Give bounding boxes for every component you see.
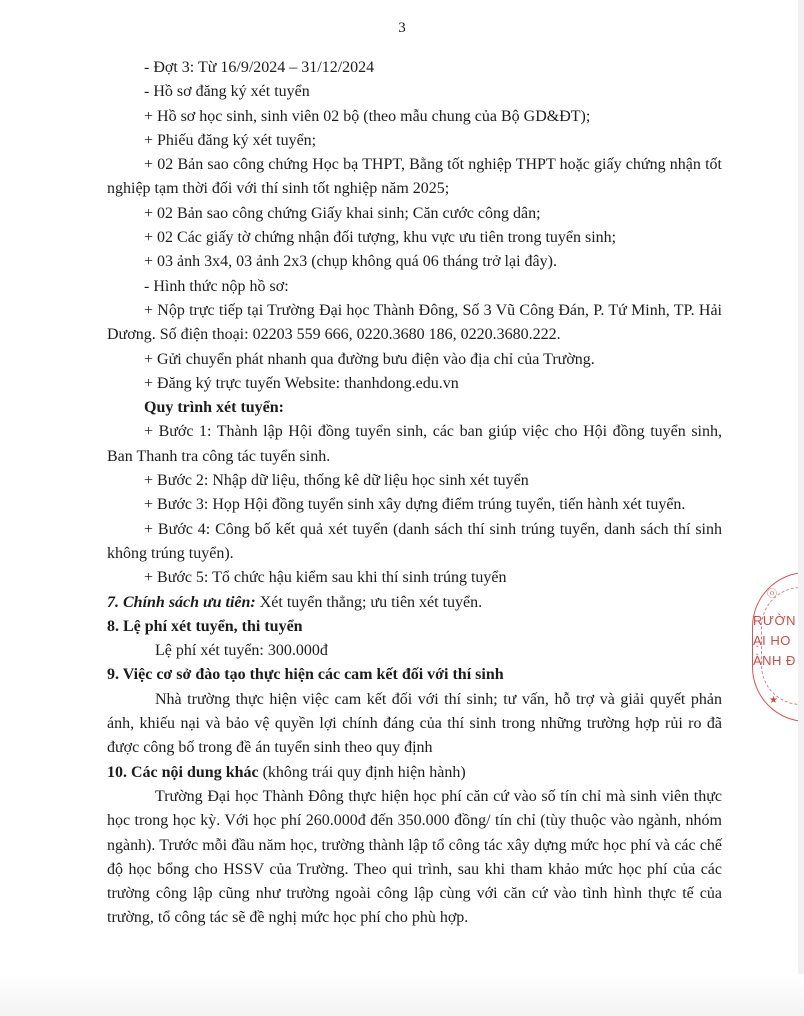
section-7-text: Xét tuyển thẳng; ưu tiên xét tuyển. — [255, 593, 483, 611]
section-10 — [107, 761, 722, 785]
section-10-note: (không trái quy định hiện hành) — [258, 763, 466, 781]
star-icon: ★ — [769, 695, 778, 706]
text-line: + 02 Các giấy tờ chứng nhận đối tượng, khu vực ưu tiên trong tuyển sinh; — [144, 229, 617, 247]
document-body — [107, 56, 722, 931]
text-paragraph: + Bước 4: Công bố kết quả xét tuyển (danh sách thí sinh trúng tuyển, danh sách thí sinh không trúng tuyển). — [107, 520, 722, 562]
text-paragraph: + Bước 1: Thành lập Hội đồng tuyển sinh, các ban giúp việc cho Hội đồng tuyển sinh, Ban Thanh tra công tác tuyển sinh. — [107, 423, 722, 465]
text-paragraph: + 02 Bản sao công chứng Học bạ THPT, Bằng tốt nghiệp THPT hoặc giấy chứng nhận tốt nghiệp tạm thời đối với thí sinh tốt nghiệp năm 2025; — [107, 156, 722, 198]
section-7 — [107, 591, 722, 615]
text-line: - Đợt 3: Từ 16/9/2024 – 31/12/2024 — [144, 59, 375, 76]
page-edge — [798, 0, 804, 1016]
page-bottom-shadow — [0, 974, 804, 1016]
text-line: + Bước 2: Nhập dữ liệu, thống kê dữ liệu học sinh xét tuyển — [144, 472, 529, 490]
section-7-title: 7. Chính sách ưu tiên: — [107, 593, 256, 611]
section-8-text: Lệ phí xét tuyển: 300.000đ — [155, 642, 328, 660]
section-10-text: Trường Đại học Thành Đông thực hiện học phí căn cứ vào số tín chỉ mà sinh viên thực học trong học kỳ. Với học phí 260.000đ đến 350.000 đồng/ tín chỉ (tùy thuộc vào ngành, nhóm ngành). Trước mỗi đầu năm học, trường thành lập tổ công tác xây dựng mức học phí và các chế độ học bổng cho HSSV của Trường. Theo qui trình, sau khi tham khảo mức học phí của các trường công lập cũng như trường ngoài công lập cùng với căn cứ vào tình hình thực tế của trường, tổ công tác sẽ đề nghị mức học phí cho phù hợp. — [107, 787, 722, 927]
seal-mark-icon: ⓞ — [767, 589, 777, 600]
text-paragraph: + Bước 3: Họp Hội đồng tuyển sinh xây dựng điểm trúng tuyển, tiến hành xét tuyển. — [144, 496, 686, 514]
text-line: + Đăng ký trực tuyến Website: thanhdong.edu.vn — [144, 374, 459, 392]
text-line: + Bước 5: Tổ chức hậu kiểm sau khi thí sinh trúng tuyển — [144, 569, 507, 587]
text-line: + Phiếu đăng ký xét tuyển; — [144, 131, 317, 149]
subheading: Quy trình xét tuyển: — [144, 399, 284, 417]
text-line: + 02 Bản sao công chứng Giấy khai sinh; Căn cước công dân; — [144, 204, 541, 222]
text-line: + 03 ảnh 3x4, 03 ảnh 2x3 (chụp không quá 06 tháng trở lại đây). — [144, 253, 557, 271]
text-line: - Hồ sơ đăng ký xét tuyển — [144, 83, 310, 101]
text-line: + Gửi chuyển phát nhanh qua đường bưu điện vào địa chỉ của Trường. — [144, 350, 595, 368]
section-10-title: 10. Các nội dung khác — [107, 763, 259, 781]
section-9-title: 9. Việc cơ sở đào tạo thực hiện các cam kết đối với thí sinh — [107, 666, 504, 684]
text-line: + Hồ sơ học sinh, sinh viên 02 bộ (theo mẫu chung của Bộ GD&ĐT); — [144, 107, 591, 125]
page-number: 3 — [398, 20, 406, 36]
section-9-text: Nhà trường thực hiện việc cam kết đối với thí sinh; tư vấn, hỗ trợ và giải quyết phản ánh, khiếu nại và bảo vệ quyền lợi chính đáng của thí sinh trong những trường hợp rủi ro đã được công bố trong đề án tuyển sinh theo quy định — [107, 690, 722, 757]
seal-text: ÀNH Đ — [753, 653, 796, 668]
section-8-title: 8. Lệ phí xét tuyển, thi tuyển — [107, 617, 303, 635]
text-line: - Hình thức nộp hồ sơ: — [144, 277, 289, 295]
official-seal-stamp — [752, 572, 804, 722]
seal-text: ẠI HO — [753, 633, 791, 648]
seal-text: RƯỜN — [753, 613, 797, 628]
text-paragraph: + Nộp trực tiếp tại Trường Đại học Thành Đông, Số 3 Vũ Công Đán, P. Tứ Minh, TP. Hải Dương. Số điện thoại: 02203 559 666, 0220.3680 186, 0220.3680.222. — [107, 301, 722, 344]
